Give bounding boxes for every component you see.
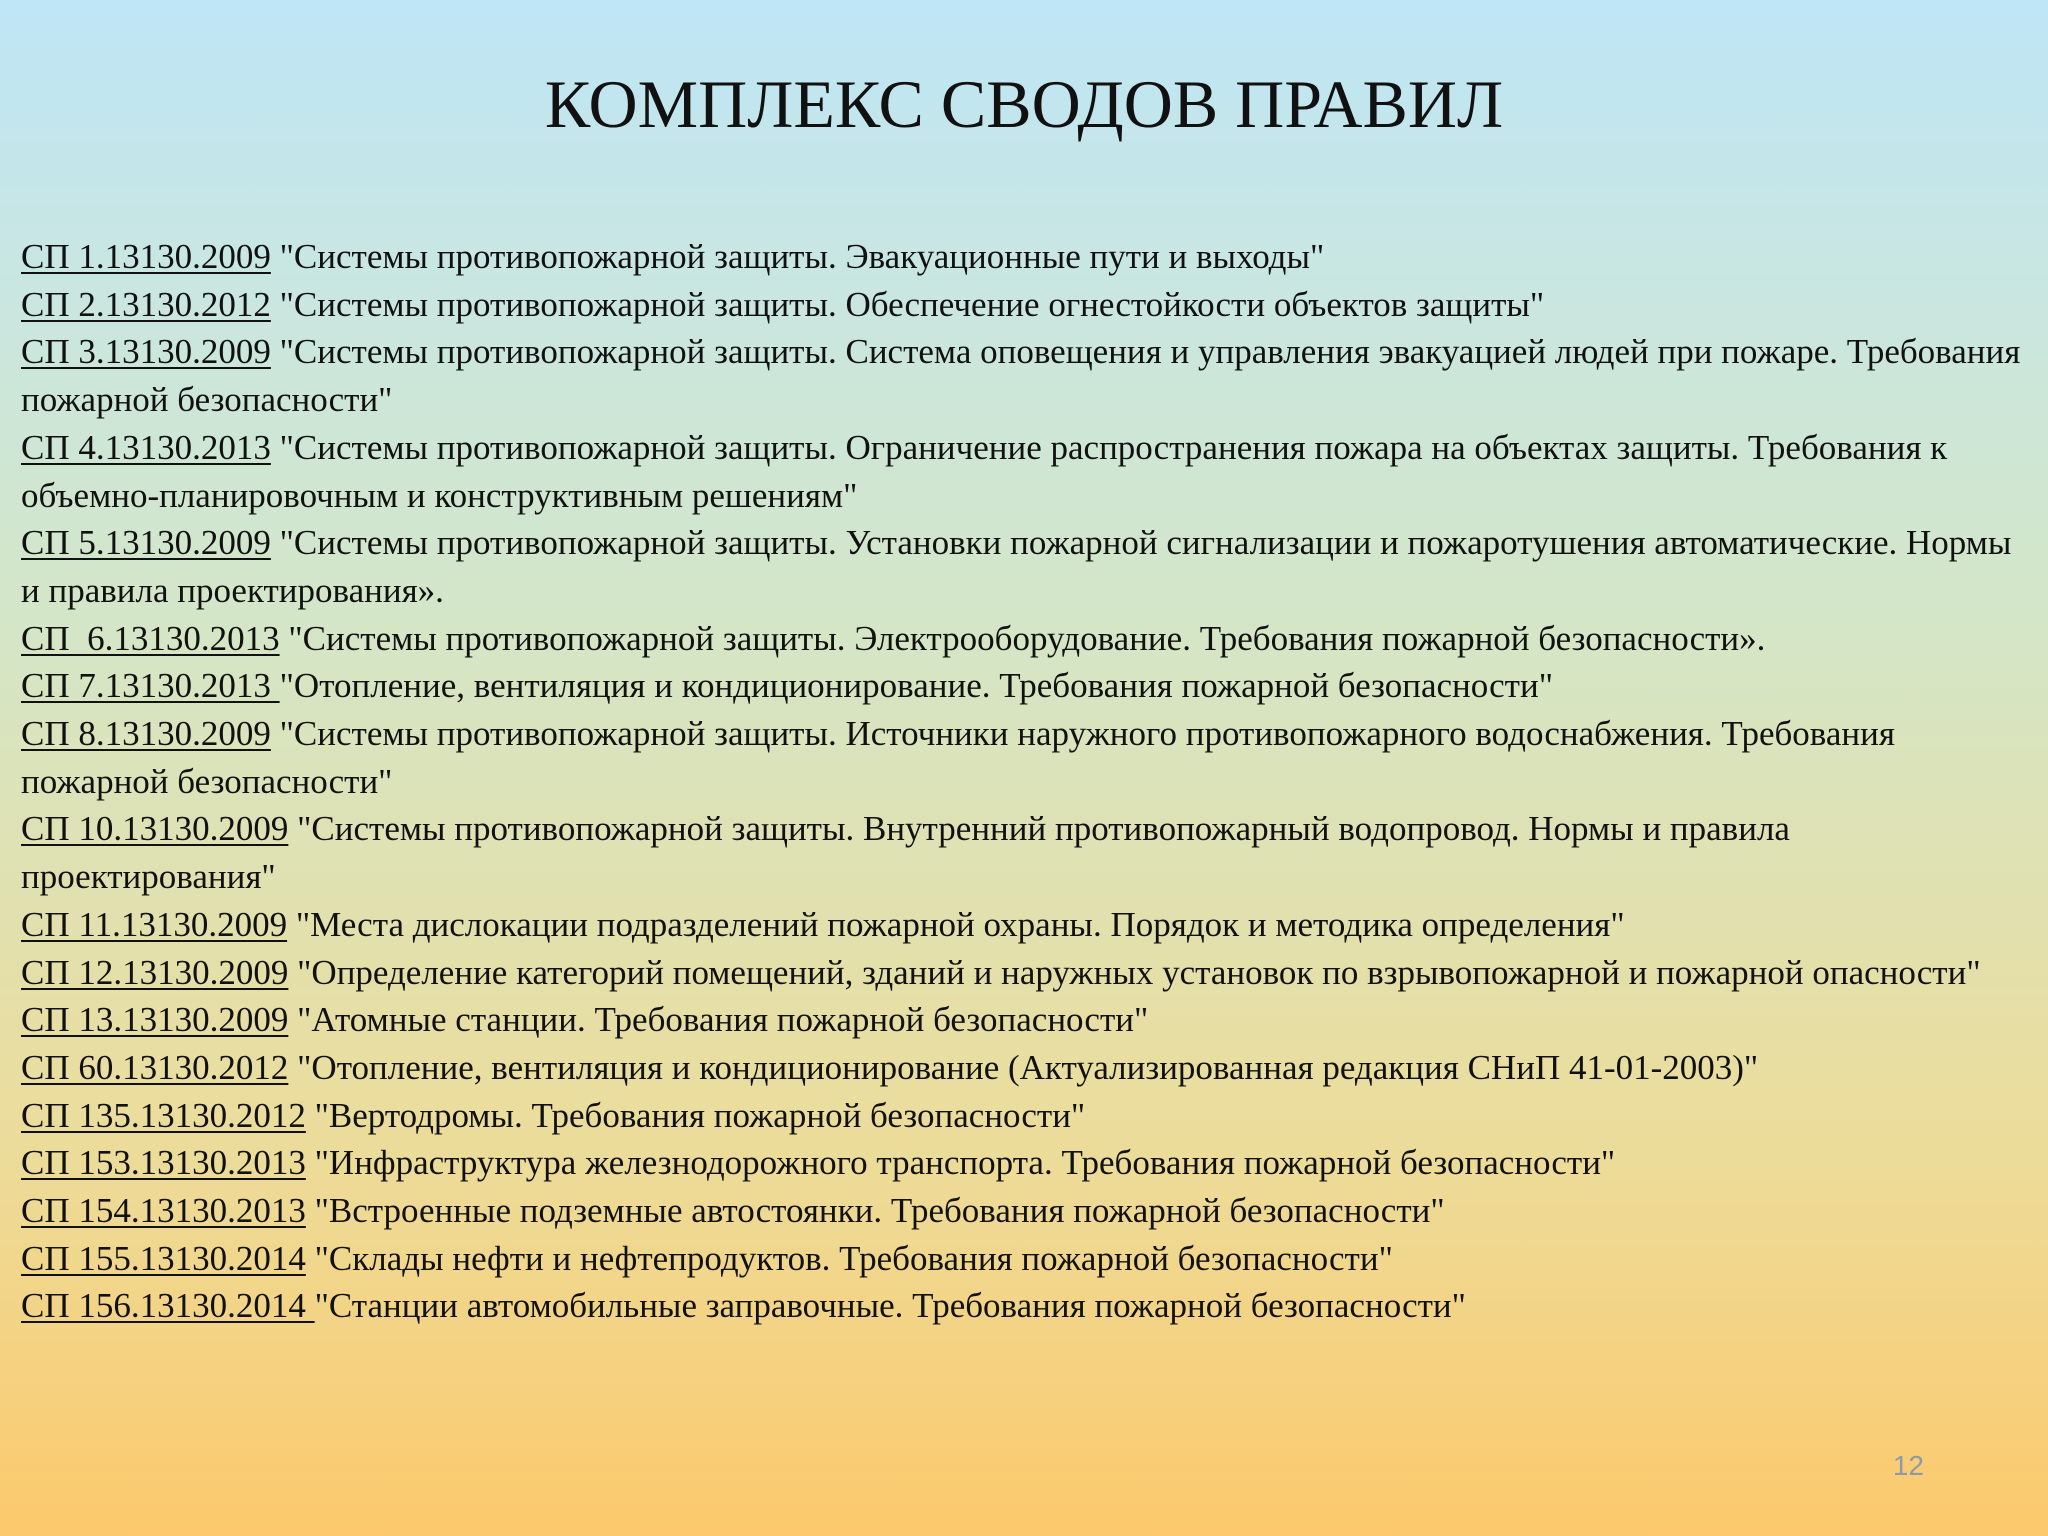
standard-item bbox=[21, 328, 2031, 423]
standard-title: "Системы противопожарной защиты. Установки пожарной сигнализации и пожаротушения автоматические. Нормы и правила проектирования». bbox=[21, 523, 2012, 610]
standard-item bbox=[21, 1282, 2031, 1330]
standard-title: "Атомные станции. Требования пожарной безопасности" bbox=[288, 1000, 1149, 1040]
standard-code-link[interactable]: СП 11.13130.2009 bbox=[21, 904, 288, 944]
page-number: 12 bbox=[1892, 1450, 1924, 1481]
standard-title: "Системы противопожарной защиты. Внутренний противопожарный водопровод. Нормы и правила проектирования" bbox=[21, 809, 1790, 897]
standard-title: "Системы противопожарной защиты. Обеспечение огнестойкости объектов защиты" bbox=[270, 284, 1545, 324]
standard-code-link[interactable]: СП 60.13130.2012 bbox=[21, 1047, 289, 1087]
standard-code-link[interactable]: СП 10.13130.2009 bbox=[21, 809, 289, 849]
standard-code-link[interactable]: СП 12.13130.2009 bbox=[21, 952, 289, 992]
standard-title: "Определение категорий помещений, зданий и наружных установок по взрывопожарной и пожарной опасности" bbox=[288, 952, 1981, 992]
standard-item bbox=[21, 233, 2031, 281]
standard-title: "Отопление, вентиляция и кондиционирование. Требования пожарной безопасности" bbox=[279, 666, 1553, 706]
standard-item bbox=[21, 1092, 2031, 1140]
standard-item bbox=[21, 996, 2031, 1044]
standard-code-link[interactable]: СП 153.13130.2013 bbox=[21, 1143, 306, 1183]
standard-title: "Системы противопожарной защиты. Система оповещения и управления эвакуацией людей при пожаре. Требования пожарной безопасности" bbox=[21, 332, 2021, 420]
standard-code-link[interactable]: СП 2.13130.2012 bbox=[21, 284, 271, 324]
standard-item bbox=[21, 1044, 2031, 1092]
standard-title: "Вертодромы. Требования пожарной безопасности" bbox=[305, 1095, 1086, 1135]
standard-code-link[interactable]: СП 4.13130.2013 bbox=[21, 427, 271, 467]
standard-title: "Системы противопожарной защиты. Источники наружного противопожарного водоснабжения. Требования пожарной безопасности" bbox=[21, 714, 1895, 801]
standard-code-link[interactable]: СП 6.13130.2013 bbox=[21, 618, 280, 658]
standard-title: "Системы противопожарной защиты. Электрооборудование. Требования пожарной безопасности». bbox=[279, 618, 1766, 658]
standard-item bbox=[21, 805, 2031, 900]
standard-code-link[interactable]: СП 156.13130.2014 bbox=[21, 1286, 315, 1326]
standard-code-link[interactable]: СП 7.13130.2013 bbox=[21, 666, 280, 706]
standard-code-link[interactable]: СП 13.13130.2009 bbox=[21, 1000, 289, 1040]
standard-item bbox=[21, 615, 2031, 663]
standard-title: "Станции автомобильные заправочные. Требования пожарной безопасности" bbox=[314, 1286, 1466, 1326]
standard-title: "Встроенные подземные автостоянки. Требования пожарной безопасности" bbox=[305, 1191, 1445, 1231]
standard-code-link[interactable]: СП 155.13130.2014 bbox=[21, 1238, 306, 1278]
standard-title: "Инфраструктура железнодорожного транспорта. Требования пожарной безопасности" bbox=[305, 1143, 1616, 1183]
standard-title: "Системы противопожарной защиты. Эвакуационные пути и выходы" bbox=[270, 237, 1325, 276]
standard-item bbox=[21, 710, 2031, 805]
standard-code-link[interactable]: СП 1.13130.2009 bbox=[21, 237, 271, 276]
standard-title: "Склады нефти и нефтепродуктов. Требования пожарной безопасности" bbox=[305, 1238, 1393, 1278]
standard-title: "Места дислокации подразделений пожарной охраны. Порядок и методика определения" bbox=[287, 904, 1625, 944]
standard-item bbox=[21, 1235, 2031, 1283]
standard-code-link[interactable]: СП 3.13130.2009 bbox=[21, 332, 271, 372]
standard-code-link[interactable]: СП 8.13130.2009 bbox=[21, 714, 271, 754]
standard-code-link[interactable]: СП 135.13130.2012 bbox=[21, 1095, 306, 1135]
standard-title: "Отопление, вентиляция и кондиционирование (Актуализированная редакция СНиП 41-01-2003)" bbox=[288, 1047, 1759, 1087]
standard-item bbox=[21, 281, 2031, 329]
standard-item bbox=[21, 901, 2031, 949]
slide-title: КОМПЛЕКС СВОДОВ ПРАВИЛ bbox=[544, 66, 1504, 142]
standards-list bbox=[21, 233, 2031, 1330]
standard-item bbox=[21, 1139, 2031, 1187]
standard-item bbox=[21, 424, 2031, 519]
standard-code-link[interactable]: СП 154.13130.2013 bbox=[21, 1191, 306, 1231]
standard-item bbox=[21, 662, 2031, 710]
standard-item bbox=[21, 949, 2031, 997]
standard-item bbox=[21, 519, 2031, 614]
standard-title: "Системы противопожарной защиты. Ограничение распространения пожара на объектах защиты. Требования к объемно-планировочным и конструктивным решениям" bbox=[21, 427, 1948, 515]
standard-code-link[interactable]: СП 5.13130.2009 bbox=[21, 523, 271, 563]
standard-item bbox=[21, 1187, 2031, 1235]
